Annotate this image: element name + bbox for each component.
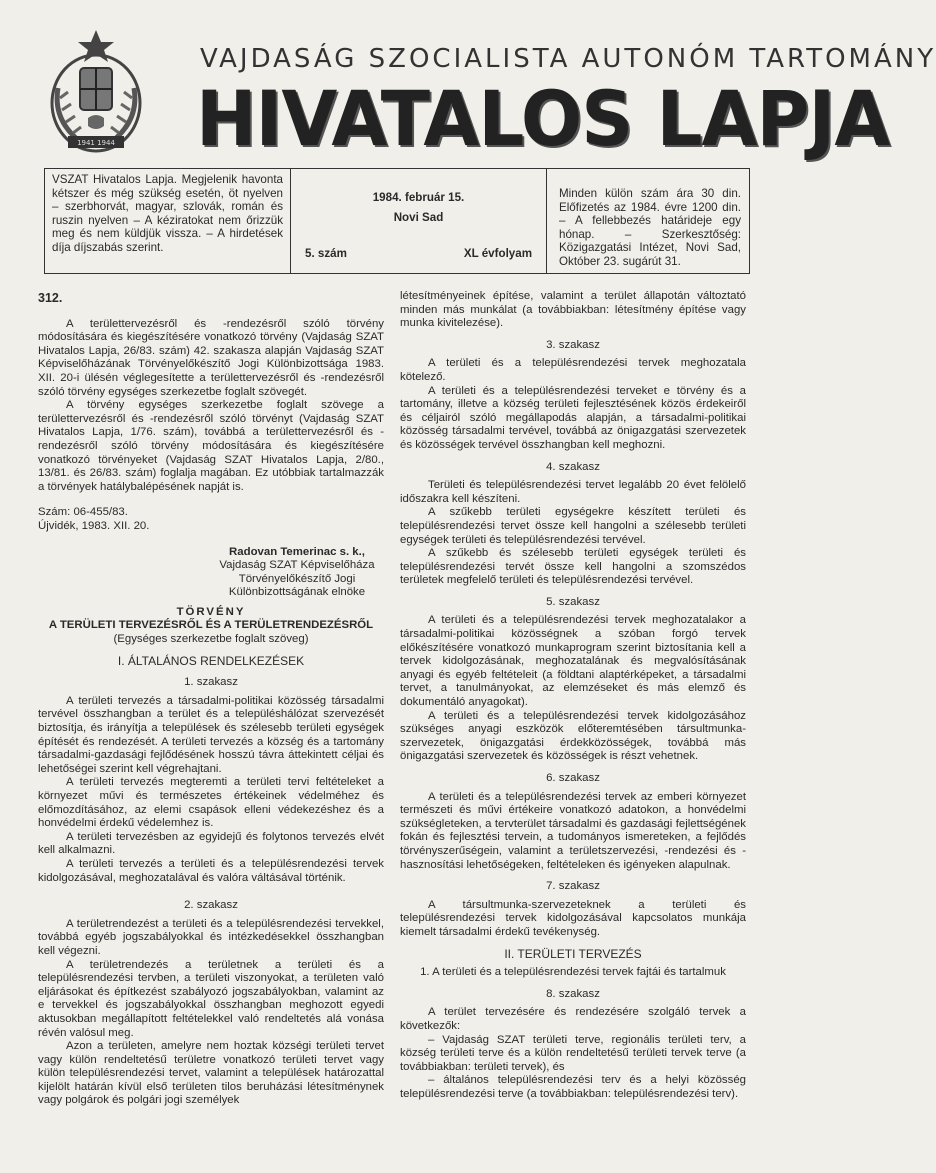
law-heading: TÖRVÉNY [176, 605, 246, 618]
subchapter-heading: 1. A területi és a településrendezési tervek fajtái és tartalmuk [420, 966, 726, 979]
chapter-heading: II. TERÜLETI TERVEZÉS [504, 946, 642, 961]
paragraph: A területi tervezésben az egyidejű és folytonos tervezés elvét kell alkalmazni. [38, 830, 384, 857]
section-heading: 4. szakasz [546, 460, 600, 473]
paragraph: létesítményeinek építése, valamint a terület állapotán változtató minden más munkálat (a továbbiakban: létesítmény építése vagy munka kivitelezése). [400, 290, 746, 330]
paragraph: A társultmunka-szervezeteknek a területi és településrendezési tervek kidolgozásával kapcsolatos munkája kiemelt társadalmi érdekű tevékenység. [400, 898, 746, 938]
paragraph: A területi és a településrendezési tervek kidolgozásához szükséges anyagi eszközök előteremtésében társultmunka-szervezetek, önigazgatási érdekközösségek, továbbá más önigazgatási szervezetek és közösségek is részt vehetnek. [400, 709, 746, 763]
paragraph: A területrendezést a területi és a településrendezési tervekkel, továbbá egyéb jogszabályokkal és intézkedésekkel összhangban kell végezni. [38, 917, 384, 957]
signature-block [210, 546, 384, 600]
section-heading: 6. szakasz [546, 772, 600, 784]
section-heading: 8. szakasz [546, 987, 600, 1000]
right-column [400, 290, 746, 1101]
section-heading: 1. szakasz [184, 676, 238, 689]
chapter-heading: I. ÁLTALÁNOS RENDELKEZÉSEK [117, 653, 305, 668]
paragraph: A szűkebb és szélesebb területi egységek területi és településrendezési tervét össze kell hangolni a szomszédos területek megfelelő területi és településrendezési tervével. [400, 547, 746, 587]
publication-info: VSZAT Hivatalos Lapja. Megjelenik havonta kétszer és még szükség esetén, öt nyelven – szerbhorvát, magyar, szlovák, román és ruszin nyelven – A kéziratokat nem őrizzük meg és nem küldjük vissza. – A hirdetések díja díjszabás szerint. [45, 169, 291, 273]
paragraph: Azon a területen, amelyre nem hoztak községi területi tervet vagy külön rendeltetésű területre vonatkozó területi tervet vagy külön településrendezési tervet, valamint a települések határozattal kijelölt határán kívül első területen tilos beruházási létesítménynek vagy polgárok és polgári jogi személyek [38, 1040, 384, 1107]
paragraph: A területi és a településrendezési tervek meghozatala kötelező. [400, 357, 746, 383]
signer-title: Vajdaság SZAT Képviselőháza [219, 559, 375, 572]
paragraph: A területi és a településrendezési tervek meghozatalakor a társadalmi-politikai közösségnek a szóban forgó tervek előkészítésére vonatkozó munkaprogram szerint biztosítania kell a tervek kidolgozásának, meghozatalának és megvalósításának anyagi és egyéb feltételeit (a földtani alaptérképeket, a társadalmi tervet, a tanulmányokat, az elemzéseket és más elemző és dokumentáló anyagokat). [400, 614, 746, 709]
paragraph: Területi és településrendezési tervet legalább 20 évet felölelő időszakra kell készíteni. [400, 479, 746, 505]
issue-info [291, 169, 547, 273]
paragraph: A területi és a településrendezési tervek az emberi környezet természeti és művi értékeire vonatkozó adatokon, a honvédelmi szükségleteken, a tervterület társadalmi és gazdasági fejlettségének fokán és fejlesztési tervein, a tudományos ismereteken, a fejlődés törvényszerűségein, valamint a területszervezési, -rendezési és -hasznosítási lehetőségeken, feltételeken és igényeken alapulnak. [400, 790, 746, 871]
left-column [38, 292, 384, 1108]
signer-title: Különbizottságának elnöke [228, 586, 366, 599]
paragraph: A szűkebb területi egységekre készített területi és településrendezési tervet össze kell hangolni a szélesebb területi egységek területi és településrendezési tervével. [400, 506, 746, 546]
masthead-title: HIVATALOS LAPJA [196, 74, 890, 163]
issue-place: Novi Sad [393, 211, 444, 224]
reference-number: Szám: 06-455/83. [38, 506, 128, 519]
paragraph: A területi és a településrendezési terveket e törvény és a tartomány, illetve a község területi fejlesztésének közös érdekeiről és céljairól szóló megállapodás alapján, a társadalmi-politikai közösség társadalmi tervével, továbbá az önigazgatási szervezetek és közösségek tervével összhangban kell meghozni. [400, 384, 746, 451]
issue-date: 1984. február 15. [372, 191, 465, 204]
paragraph: A területi tervezés a területi és a településrendezési tervek kidolgozásával, meghozatalával és valóra váltásával történik. [38, 857, 384, 884]
paragraph: A területtervezésről és -rendezésről szóló törvény módosítására és kiegészítésére vonatkozó törvény (Vajdaság SZAT Hivatalos Lapja, 26/83. szám) 42. szakasza alapján Vajdaság SZAT Képviselőházának Törvényelőkészítő Jogi Különbizottsága 1983. XII. 20-i ülésén véglegesítette a területtervezésről és -rendezésről szóló törvény egységes szerkezetbe foglalt szövegét. [38, 317, 384, 398]
law-title: A TERÜLETI TERVEZÉSRŐL ÉS A TERÜLETRENDEZÉSRŐL [48, 619, 374, 632]
info-box [44, 168, 750, 274]
masthead-subtitle: VAJDASÁG SZOCIALISTA AUTONÓM TARTOMÁNY [200, 44, 936, 74]
issue-number: 5. szám [305, 247, 347, 260]
list-item: – általános településrendezési terv és a helyi közösség településrendezési terve (a továbbiakban: településrendezési terv). [400, 1074, 746, 1100]
signer-title: Törvényelőkészítő Jogi [238, 572, 356, 585]
section-heading: 3. szakasz [546, 338, 600, 351]
paragraph: A területi tervezés megteremti a területi tervi feltételeket a környezet művi és természetes értékeinek védelméhez és előmozdításához, az elemi csapások elleni védekezéshez és a honvédelmi érdekű védelemhez is. [38, 776, 384, 830]
signer-name: Radovan Temerinac s. k., [229, 545, 365, 558]
place-date: Újvidék, 1983. XII. 20. [38, 519, 150, 532]
issue-volume: XL évfolyam [463, 247, 532, 260]
section-heading: 5. szakasz [546, 595, 600, 608]
section-heading: 2. szakasz [184, 899, 238, 912]
paragraph: A területrendezés a területnek a területi és a településrendezési tervben, a területi viszonyokat, a területen való eljárásokat és építkezést szabályozó jogszabályokban, valamint az e tervekkel és jogszabályokkal összhangban meghozott egyedi aktusokban megállapított feltételekkel való rendeltetés alá vonása révén valósul meg. [38, 958, 384, 1039]
list-item: – Vajdaság SZAT területi terve, regionális területi terv, a község területi terve és a külön rendeltetésű területi tervek terve (a továbbiakban: területi tervek), és [400, 1033, 746, 1073]
paragraph: A törvény egységes szerkezetbe foglalt szövege a területtervezésről és -rendezésről szóló törvényt (Vajdaság SZAT Hivatalos Lapja, 1/76. szám), továbbá a területtervezésről és -rendezésről szóló törvény módosítására és kiegészítésére vonatkozó törvényeket (Vajdaság SZAT Hivatalos Lapja, 2/80., 13/81. és 26/83. szám) foglalja magában. Ez utóbbiak tartalmazzák a törvények hatálybalépésének napját is. [38, 399, 384, 493]
paragraph: A területi tervezés a társadalmi-politikai közösség társadalmi tervével összhangban a terület és a településhálózat szervezését biztosítja, és irányítja a települések és szélesebb területi egységek építését és rendezését. A területi tervezés a község és a tartomány társadalmi-gazdasági fejlődésének hosszú távra áttekintett céljai és lehetőségei szerint kell végrehajtani. [38, 694, 384, 775]
paragraph: A terület tervezésére és rendezésére szolgáló tervek a következők: [400, 1006, 746, 1032]
emblem-years: 1941 1944 [77, 139, 115, 147]
item-number: 312. [38, 291, 63, 305]
law-subtitle: (Egységes szerkezetbe foglalt szöveg) [113, 633, 309, 646]
section-heading: 7. szakasz [546, 880, 600, 893]
price-info: Minden külön szám ára 30 din. Előfizetés az 1984. évre 1200 din. – A fellebbezés határideje egy hónap. – Szerkesztőség: Közigazgatási Intézet, Novi Sad, Október 23. sugárút 31. [559, 187, 741, 268]
coat-of-arms-icon [46, 28, 146, 158]
